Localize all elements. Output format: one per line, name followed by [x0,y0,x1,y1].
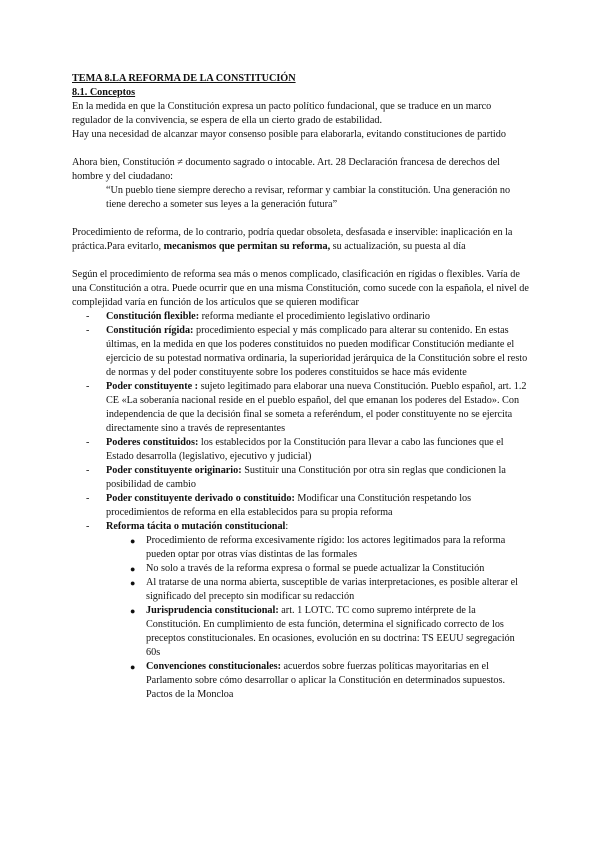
definition: Modificar una Constitución respetando los procedimientos de reforma en ella establecidos para su propia reforma [106,493,472,518]
definition: Procedimiento de reforma excesivamente rígido: los actores legitimados para la reforma pueden optar por otras vías distintas de las formales [146,535,506,560]
document-title: TEMA 8.LA REFORMA DE LA CONSTITUCIÓN [72,73,296,84]
paragraph-consensus: Hay una necesidad de alcanzar mayor consenso posible para elaborarla, evitando constituciones de partido [72,129,506,140]
definition: reforma mediante el procedimiento legislativo ordinario [199,311,430,322]
term: Constitución rígida: [106,325,194,336]
dash-bullet: - [86,521,90,532]
dot-bullet: ● [130,662,136,672]
definition: los establecidos por la Constitución para llevar a cabo las funciones que el Estado desarrolla (legislativo, ejecutivo y judicial) [106,437,504,462]
term: Poder constituyente originario: [106,465,242,476]
reform-text-bold: mecanismos que permitan su reforma, [163,241,331,252]
sub-list-item [72,576,530,604]
dot-bullet: ● [130,578,136,588]
list-item [72,310,530,324]
term: Poder constituyente derivado o constituido: [106,493,295,504]
definition: art. 1 LOTC. TC como supremo intérprete de la Constitución. En cumplimiento de esta función, determina el significado correcto de los preceptos constitucionales. En ocasiones, evolución en su doctrina: TS EEUU segregación 60s [146,605,515,658]
paragraph-classification: Según el procedimiento de reforma sea más o menos complicado, clasificación en rígidas o flexibles. Varía de una Constitución a otra. Puede ocurrir que en una misma Constitución, como sucede con la española, el nivel de complejidad varía en función de los artículos que se quieren modificar [72,269,529,308]
term: Jurisprudencia constitucional: [146,605,279,616]
dot-bullet: ● [130,536,136,546]
document-page [72,72,530,702]
concept-list [72,310,530,534]
reform-text-post: su actualización, su puesta al día [330,241,466,252]
term: Poderes constituidos: [106,437,199,448]
term: Constitución flexible: [106,311,200,322]
spacer [72,142,530,156]
sub-list-item [72,562,530,576]
dash-bullet: - [86,325,90,336]
list-item [72,380,530,436]
definition: Al tratarse de una norma abierta, susceptible de varias interpretaciones, es posible alterar el significado del precepto sin modificar su redacción [146,577,518,602]
term: Poder constituyente : [106,381,199,392]
definition: acuerdos sobre fuerzas políticas mayoritarias en el Parlamento sobre cómo desarrollar o aplicar la Constitución en determinados supuestos. Pactos de la Moncloa [146,661,506,700]
paragraph-not-sacred: Ahora bien, Constitución ≠ documento sagrado o intocable. Art. 28 Declaración francesa de derechos del hombre y del ciudadano: [72,157,500,182]
sub-list-item [72,604,530,660]
dot-bullet: ● [130,564,136,574]
sub-list-item [72,534,530,562]
dash-bullet: - [86,437,90,448]
sub-list-item [72,660,530,702]
list-item [72,520,530,534]
term: Convenciones constitucionales: [146,661,281,672]
definition: Sustituir una Constitución por otra sin reglas que condicionen la posibilidad de cambio [106,465,506,490]
reform-text-pre: Procedimiento de reforma, de lo contrario, podría quedar obsoleta, desfasada e inservible: inaplicación en la práctica.Para evitarlo, [72,227,513,252]
list-item [72,464,530,492]
spacer [72,212,530,226]
paragraph-reform-procedure [72,226,530,254]
dash-bullet: - [86,381,90,392]
dash-bullet: - [86,465,90,476]
definition: : [285,521,289,532]
spacer [72,254,530,268]
definition: No solo a través de la reforma expresa o formal se puede actualizar la Constitución [146,563,485,574]
list-item [72,436,530,464]
dash-bullet: - [86,493,90,504]
list-item [72,324,530,380]
paragraph-stability: En la medida en que la Constitución expresa un pacto político fundacional, que se traduce en un marco regulador de la convivencia, se espera de ella un cierto grado de estabilidad. [72,101,492,126]
list-item [72,492,530,520]
mutation-sublist [72,534,530,702]
definition: sujeto legitimado para elaborar una nueva Constitución. Pueblo español, art. 1.2 CE «La soberanía nacional reside en el pueblo español, del que emanan los poderes del Estado». Con independencia de que la decisión final se someta a referéndum, el poder constituyente no se ejercita directamente sino a través de representantes [106,381,527,434]
declaration-quote: “Un pueblo tiene siempre derecho a revisar, reformar y cambiar la constitución. Una generación no tiene derecho a someter sus leyes a la generación futura” [106,185,511,210]
definition: procedimiento especial y más complicado para alterar su contenido. En estas últimas, en la medida en que los poderes constituidos no pueden modificar Constitución mediante el ejercicio de su potestad normativa ordinaria, la superioridad jerárquica de la Constitución sobre el resto de normas y del poder constituyente sobre los poderes constituidos se hace más evidente [106,325,528,378]
section-heading: 8.1. Conceptos [72,87,136,98]
dot-bullet: ● [130,606,136,616]
term: Reforma tácita o mutación constitucional [106,521,286,532]
dash-bullet: - [86,311,90,322]
